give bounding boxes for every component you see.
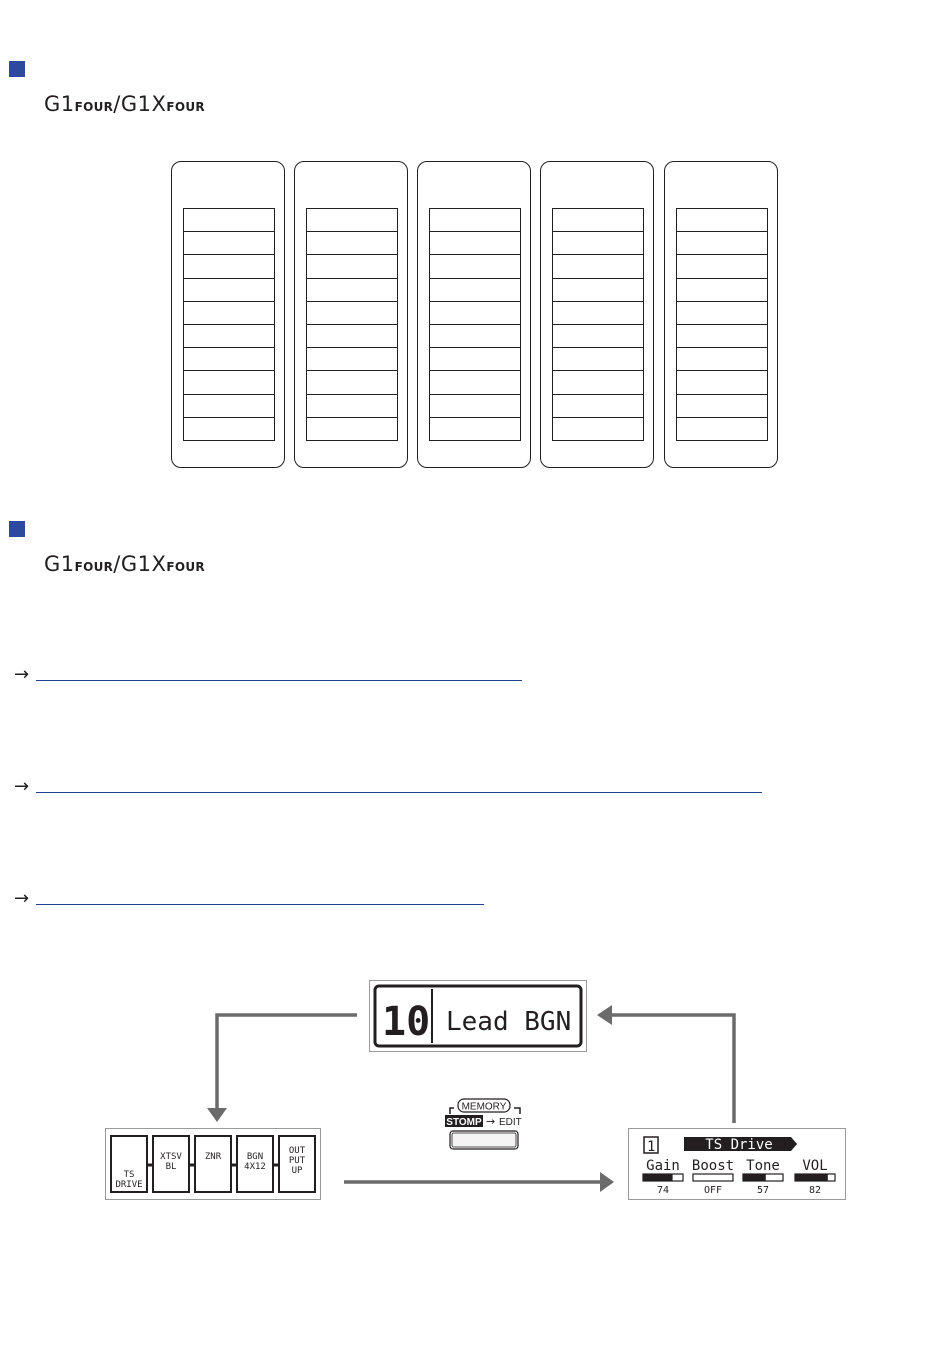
param-name: Tone	[746, 1158, 780, 1174]
patch-slot	[306, 301, 398, 325]
stomp-screen	[105, 1128, 321, 1200]
edit-label: EDIT	[499, 1117, 522, 1128]
patch-slot	[676, 231, 768, 255]
arrow-edit-to-patch	[610, 1015, 734, 1123]
arrowhead-right-icon	[600, 1172, 614, 1192]
effect-label: BGN	[246, 1152, 264, 1162]
arrow-icon: →	[14, 888, 30, 909]
effect-block[interactable]	[111, 1136, 147, 1192]
mode-switch[interactable]	[440, 1096, 530, 1154]
stomp-label: STOMP	[446, 1117, 482, 1128]
patch-slot	[552, 231, 644, 255]
effect-label: PUT	[288, 1156, 306, 1166]
effect-label: TS	[123, 1170, 135, 1180]
link-underline[interactable]	[36, 792, 762, 793]
memory-label: MEMORY	[461, 1101, 507, 1113]
patch-slot	[306, 394, 398, 418]
patch-slot	[183, 301, 275, 325]
patch-slot	[676, 370, 768, 394]
patch-slot	[429, 324, 521, 348]
patch-slot	[429, 254, 521, 278]
patch-slot	[429, 394, 521, 418]
param-value: 74	[656, 1185, 670, 1196]
patch-slot	[306, 231, 398, 255]
param-value: 82	[808, 1185, 822, 1196]
patch-slot	[183, 231, 275, 255]
effect-label: DRIVE	[115, 1180, 143, 1190]
model-name: G1FOUR/G1XFOUR	[44, 92, 205, 116]
patch-slot-list	[306, 208, 398, 441]
effect-label: 4X12	[244, 1162, 266, 1172]
patch-slot-list	[552, 208, 644, 441]
patch-slot	[306, 208, 398, 232]
effect-block[interactable]	[279, 1136, 315, 1192]
arrow-patch-to-stomp	[217, 1015, 357, 1112]
param-bar-fill	[743, 1174, 766, 1181]
reference-link[interactable]	[14, 664, 524, 690]
bank-column	[417, 161, 531, 468]
param-bar-fill	[643, 1174, 673, 1181]
param-name: Gain	[646, 1158, 680, 1174]
patch-slot-list	[183, 208, 275, 441]
patch-name: Lead BGN	[446, 1007, 572, 1037]
param-name: VOL	[802, 1158, 828, 1174]
effect-label: OUT	[288, 1146, 306, 1156]
patch-slot	[676, 417, 768, 441]
patch-slot	[429, 278, 521, 302]
patch-slot	[676, 301, 768, 325]
patch-slot	[676, 208, 768, 232]
arrowhead-left-icon	[597, 1005, 612, 1025]
patch-screen	[369, 980, 587, 1052]
patch-slot	[183, 324, 275, 348]
effect-block[interactable]	[237, 1136, 273, 1192]
arrow-icon: →	[14, 664, 30, 685]
effect-label: XTSV	[160, 1152, 182, 1162]
effect-name: TS Drive	[705, 1137, 773, 1153]
patch-slot	[552, 254, 644, 278]
patch-slot	[306, 278, 398, 302]
patch-slot	[552, 417, 644, 441]
patch-slot	[183, 278, 275, 302]
link-underline[interactable]	[36, 680, 522, 681]
arrowhead-down-icon	[207, 1108, 227, 1122]
patch-slot	[429, 301, 521, 325]
patch-slot	[552, 394, 644, 418]
patch-slot-list	[429, 208, 521, 441]
patch-slot	[183, 417, 275, 441]
reference-link[interactable]	[14, 776, 764, 802]
patch-slot	[552, 347, 644, 371]
patch-slot	[429, 370, 521, 394]
param-value: 57	[756, 1185, 770, 1196]
param-bar	[693, 1174, 733, 1181]
patch-slot	[429, 347, 521, 371]
param-value: OFF	[703, 1185, 723, 1196]
section-marker	[9, 61, 25, 77]
bank-column	[171, 161, 285, 468]
patch-number: 10	[382, 999, 431, 1045]
patch-slot	[552, 301, 644, 325]
reference-link[interactable]	[14, 888, 484, 914]
bank-column	[540, 161, 654, 468]
patch-slot	[676, 347, 768, 371]
effect-label: UP	[291, 1166, 303, 1176]
patch-slot	[306, 324, 398, 348]
patch-slot	[552, 278, 644, 302]
bank-column	[664, 161, 778, 468]
switch-arrow-icon: →	[486, 1115, 496, 1128]
page-number: 1	[647, 1139, 656, 1155]
patch-slot	[306, 370, 398, 394]
effect-label: BL	[165, 1162, 177, 1172]
param-name: Boost	[691, 1158, 735, 1174]
patch-slot	[306, 417, 398, 441]
effect-block[interactable]	[153, 1136, 189, 1192]
patch-slot-list	[676, 208, 768, 441]
patch-slot	[183, 254, 275, 278]
patch-slot	[183, 347, 275, 371]
effect-block[interactable]	[195, 1136, 231, 1192]
effect-label: ZNR	[204, 1152, 222, 1162]
bank-column	[294, 161, 408, 468]
patch-slot	[306, 347, 398, 371]
edit-screen	[628, 1128, 846, 1200]
patch-slot	[183, 208, 275, 232]
patch-slot	[676, 278, 768, 302]
patch-slot	[676, 394, 768, 418]
patch-slot	[306, 254, 398, 278]
param-bar-fill	[795, 1174, 828, 1181]
patch-slot	[183, 394, 275, 418]
model-name: G1FOUR/G1XFOUR	[44, 552, 205, 576]
patch-slot	[676, 254, 768, 278]
link-underline[interactable]	[36, 904, 484, 905]
patch-slot	[183, 370, 275, 394]
patch-slot	[429, 417, 521, 441]
patch-slot	[676, 324, 768, 348]
patch-slot	[429, 208, 521, 232]
patch-slot	[552, 370, 644, 394]
patch-slot	[552, 324, 644, 348]
patch-slot	[552, 208, 644, 232]
patch-slot	[429, 231, 521, 255]
section-marker	[9, 521, 25, 537]
arrow-icon: →	[14, 776, 30, 797]
effect-block-frame	[195, 1136, 231, 1192]
